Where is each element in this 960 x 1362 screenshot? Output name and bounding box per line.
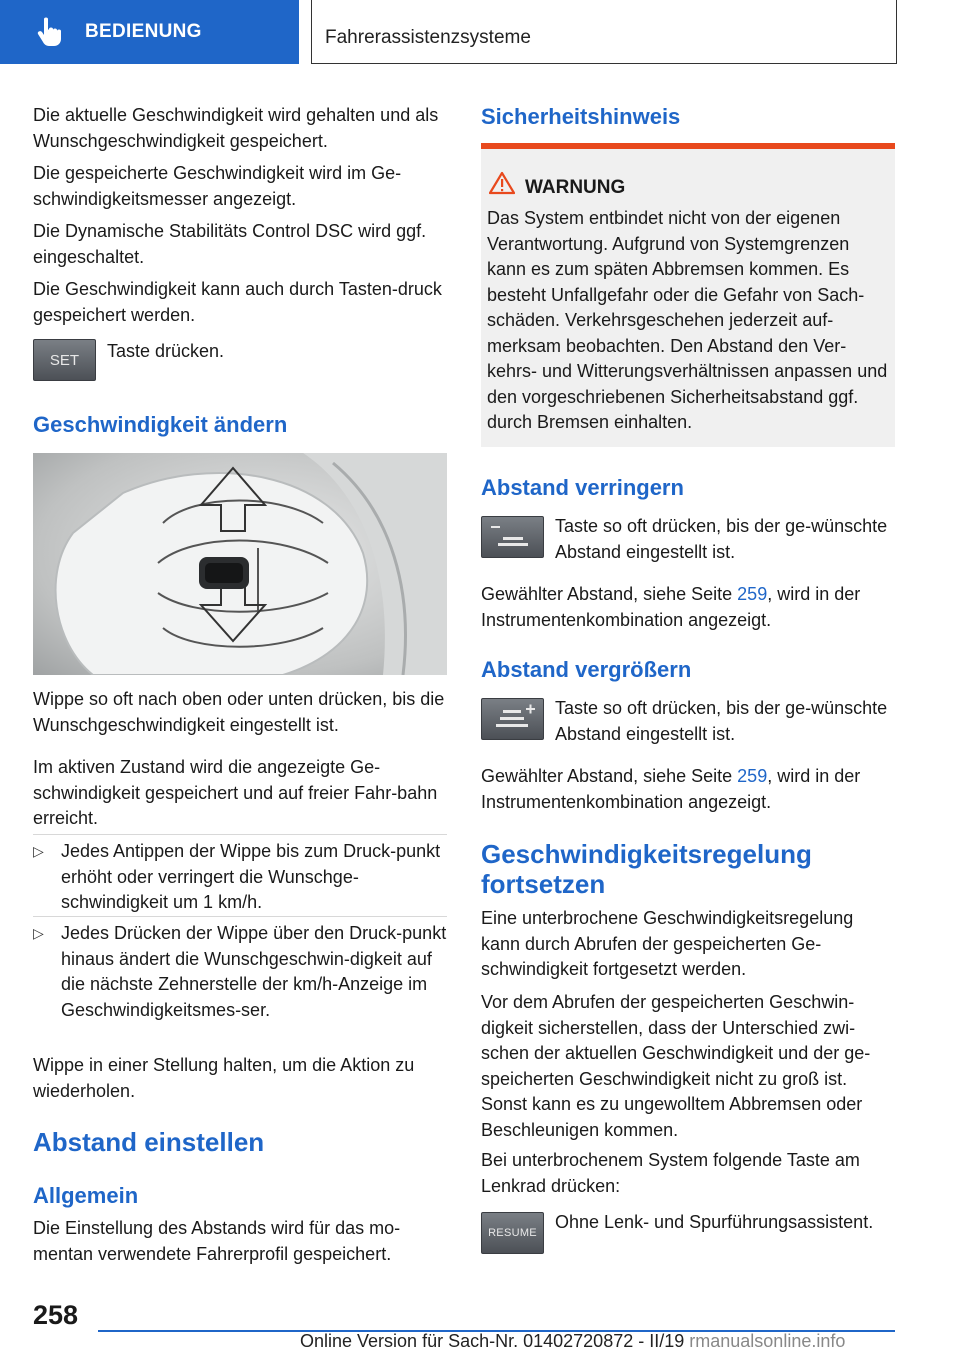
decrease-instruction: Taste so oft drücken, bis der ge-wünschte Abstand eingestellt ist. (555, 516, 888, 562)
distance-decrease-button-icon (481, 516, 544, 558)
page-link[interactable]: 259 (737, 766, 768, 786)
bullet-triangle-icon: ▷ (33, 925, 44, 941)
distance-minus-icon (488, 522, 538, 552)
distance-increase-button-icon (481, 698, 544, 740)
active-state-text: Im aktiven Zustand wird die angezeigte Ge-schwindigkeit gespeichert und auf freier Fahr-bahn erreicht. (33, 757, 438, 828)
increase-info: Gewählter Abstand, siehe Seite 259, wird in der Instrumentenkombination angezeigt. (481, 766, 861, 812)
general-text: Die Einstellung des Abstands wird für das mo-mentan verwendete Fahrerprofil gespeichert. (33, 1218, 401, 1264)
intro-paragraph-2: Die gespeicherte Geschwindigkeit wird im Ge-schwindigkeitsmesser angezeigt. (33, 163, 402, 209)
section-tab (0, 0, 299, 64)
heading-change-speed: Geschwindigkeit ändern (33, 412, 288, 437)
warning-triangle-icon (489, 171, 515, 195)
intro-paragraph-1: Die aktuelle Geschwindigkeit wird gehalten und als Wunschgeschwindigkeit gespeichert. (33, 105, 439, 151)
heading-increase-distance: Abstand vergrößern (481, 657, 692, 682)
bullet-triangle-icon: ▷ (33, 843, 44, 859)
list-item-text: Jedes Antippen der Wippe bis zum Druck-punkt erhöht oder verringert die Wunschge-schwindigkeit um 1 km/h. (61, 841, 441, 912)
footer-text: Online Version für Sach-Nr. 01402720872 - II/19 rmanualsonline.info (300, 1331, 846, 1351)
set-button-instruction: Taste drücken. (107, 341, 225, 361)
section-tab-label: BEDIENUNG (85, 21, 202, 42)
warning-box (481, 143, 895, 447)
set-button-label: SET (49, 351, 80, 369)
hand-pointer-icon (33, 15, 67, 49)
continue-paragraph-3: Bei unterbrochenem System folgende Taste am Lenkrad drücken: (481, 1150, 860, 1196)
chapter-title: Fahrerassistenzsysteme (311, 0, 897, 64)
rocker-instruction: Wippe so oft nach oben oder unten drücken, bis die Wunschgeschwindigkeit eingestellt ist. (33, 689, 445, 735)
hold-instruction: Wippe in einer Stellung halten, um die Aktion zu wiederholen. (33, 1055, 415, 1101)
intro-paragraph-4: Die Geschwindigkeit kann auch durch Tasten-druck gespeichert werden. (33, 279, 442, 325)
heading-safety: Sicherheitshinweis (481, 104, 681, 129)
heading-continue-line2: fortsetzen (481, 869, 606, 899)
heading-decrease-distance: Abstand verringern (481, 475, 684, 500)
warning-title: WARNUNG (525, 177, 626, 198)
set-button-icon (33, 339, 96, 381)
heading-continue-line1: Geschwindigkeitsregelung (481, 839, 812, 869)
heading-general: Allgemein (33, 1183, 139, 1208)
resume-instruction: Ohne Lenk- und Spurführungsassistent. (555, 1212, 874, 1232)
continue-paragraph-1: Eine unterbrochene Geschwindigkeitsregelung kann durch Abrufen der gespeicherten Ge-schwindigkeit fortgesetzt werden. (481, 908, 854, 979)
page-number: 258 (33, 1300, 79, 1330)
list-divider (33, 916, 447, 917)
heading-set-distance: Abstand einstellen (33, 1127, 265, 1157)
continue-paragraph-2: Vor dem Abrufen der gespeicherten Geschwin-digkeit sicherstellen, dass der Unterschied zwi-schen der aktuellen Geschwindigkeit und der ge-speicherten Geschwindigkeit nicht zu groß ist. Sonst kann es zu ungewolltem Abbremsen oder Beschleunigen kommen. (481, 992, 871, 1140)
rocker-switch-illustration (33, 453, 447, 675)
list-item-text: Jedes Drücken der Wippe über den Druck-punkt hinaus ändert die Wunschgeschwin-digkeit auf die nächste Zehnerstelle der km/h-Anzeige im Geschwindigkeitsmes-ser. (61, 923, 447, 1020)
resume-button-icon (481, 1212, 544, 1254)
warning-text: Das System entbindet nicht von der eigenen Verantwortung. Aufgrund von Systemgrenzen kann es zum späten Abbremsen kommen. Es besteht Unfallgefahr oder die Gefahr von Sach-schäden. Verkehrsgeschehen jederzeit auf-merksam beobachten. Den Abstand den Ver-kehrs- und Witterungsverhältnissen anpassen und den vorgeschriebenen Sicherheitsabstand ggf. durch Bremsen einhalten. (487, 208, 888, 432)
decrease-info: Gewählter Abstand, siehe Seite 259, wird in der Instrumentenkombination angezeigt. (481, 584, 861, 630)
resume-button-label: RESUME (488, 1227, 537, 1239)
page-link[interactable]: 259 (737, 584, 768, 604)
steering-wheel-rocker-photo (33, 453, 447, 675)
distance-plus-icon (488, 704, 538, 734)
list-divider (33, 834, 447, 835)
footer-watermark: rmanualsonline.info (689, 1331, 846, 1351)
intro-paragraph-3: Die Dynamische Stabilitäts Control DSC wird ggf. eingeschaltet. (33, 221, 427, 267)
increase-instruction: Taste so oft drücken, bis der ge-wünschte Abstand eingestellt ist. (555, 698, 888, 744)
